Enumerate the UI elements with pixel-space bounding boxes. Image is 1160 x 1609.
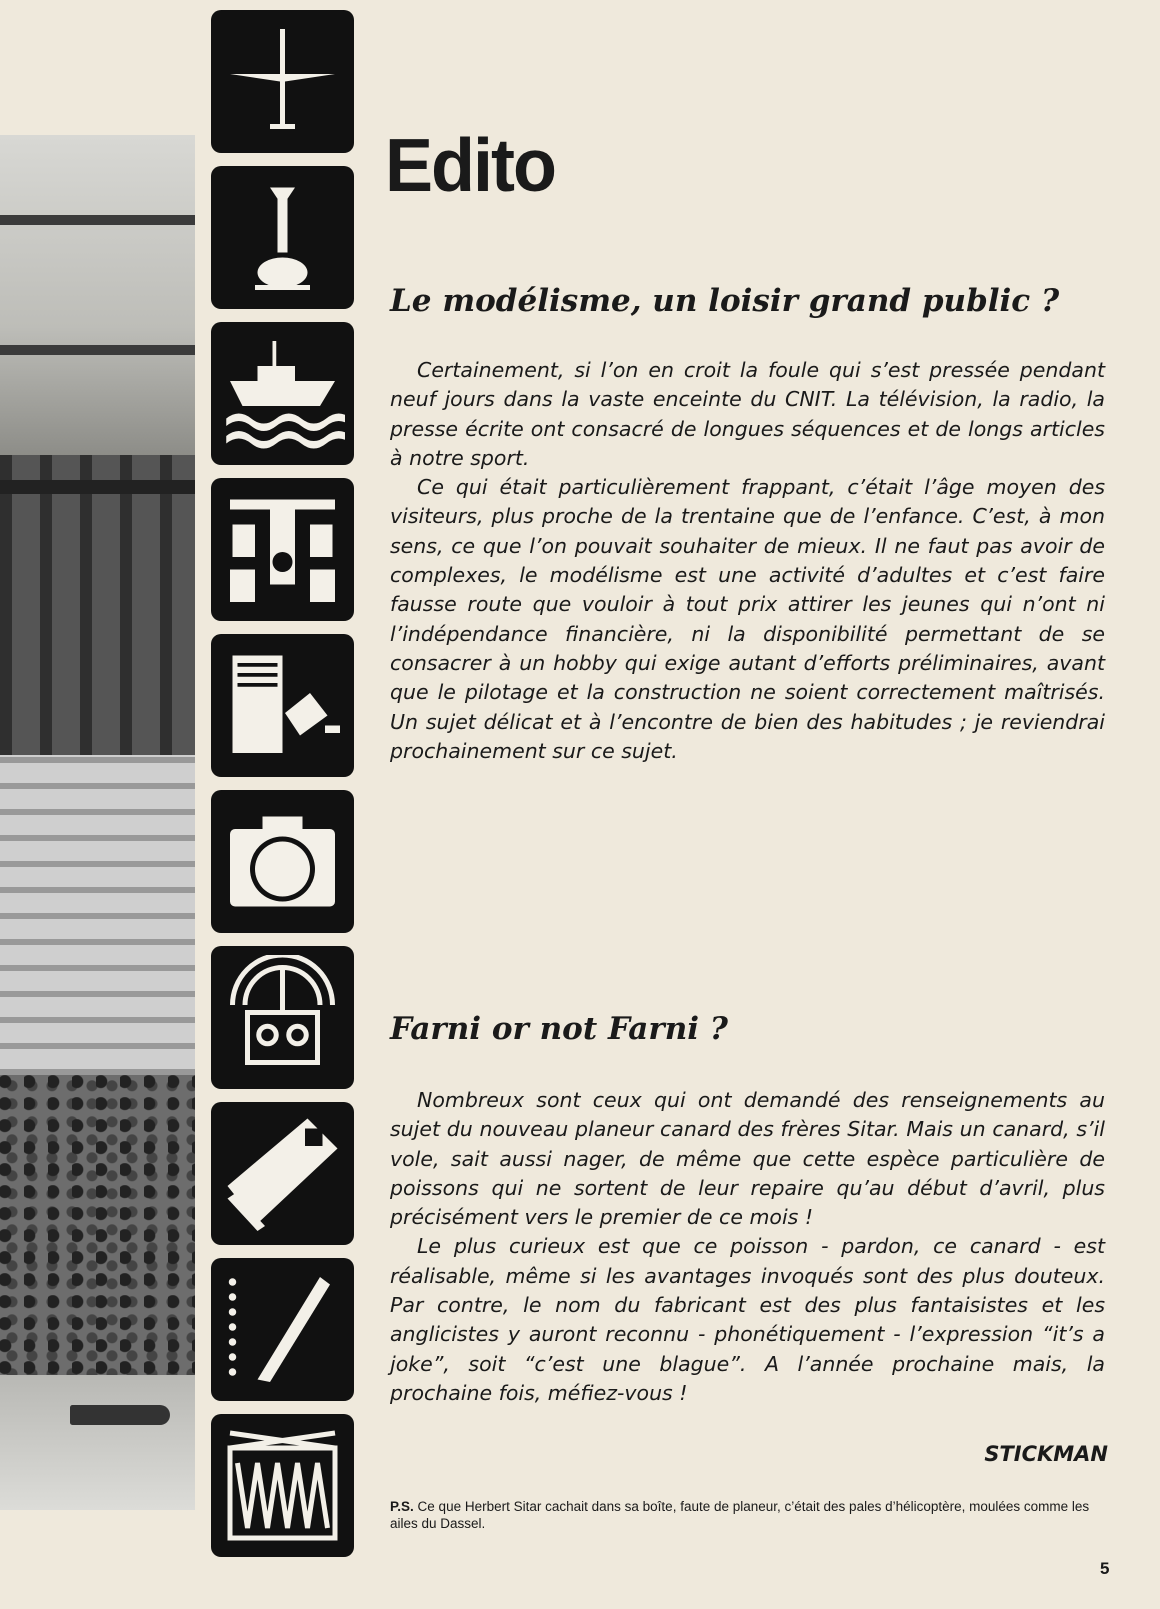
- race-car-icon: [211, 478, 354, 621]
- section-body-1: [390, 356, 1105, 766]
- exhibition-photo: [0, 135, 195, 1510]
- drum-pattern-icon: [211, 1414, 354, 1557]
- paragraph: Nombreux sont ceux qui ont demandé des renseignements au sujet du nouveau planeur canard des frères Sitar. Mais un canard, s’il vole, sait aussi nager, de même que cette espèce particulière de poissons qui ne sortent de leur repaire qu’au début d’avril, plus précisément vers le premier de ce mois !: [390, 1088, 1105, 1230]
- paragraph: Certainement, si l’on en croit la foule qui s’est pressée pendant neuf jours dans la vaste enceinte du CNIT. La télévision, la radio, la presse écrite ont consacré de longues séquences et de longs articles à notre sport.: [390, 358, 1105, 470]
- postscript-text: Ce que Herbert Sitar cachait dans sa boîte, faute de planeur, c’était des pales d’hélicoptère, moulées comme les ailes du Dassel.: [390, 1499, 1090, 1531]
- section-heading-1: Le modélisme, un loisir grand public ?: [390, 283, 1060, 319]
- balsa-sheet-icon: [211, 1102, 354, 1245]
- paragraph: Ce qui était particulièrement frappant, c’était l’âge moyen des visiteurs, plus proche de la trentaine que de l’enfance. C’est, à mon sens, ce que l’on pouvait souhaiter de mieux. Il ne faut pas avoir de complexes, le modélisme est une activité d’adultes et c’est faire fausse route que vouloir à tout prix attirer les jeunes qui n’ont ni l’indépendance financière, ni la disponibilité permettant de se consacrer à un hobby qui exige autant d’efforts préliminaires, avant que le pilotage et la construction ne soient correctement maîtrisés. Un sujet délicat et à l’encontre de bien des habitudes ; je reviendrai prochainement sur ce sujet.: [390, 475, 1105, 763]
- glider-icon: [211, 10, 354, 153]
- tool-icon: [211, 1258, 354, 1401]
- camera-icon: [211, 790, 354, 933]
- signature: STICKMAN: [984, 1442, 1108, 1466]
- section-body-2: [390, 1086, 1105, 1408]
- radio-transmitter-icon: [211, 946, 354, 1089]
- paragraph: Le plus curieux est que ce poisson - pardon, ce canard - est réalisable, même si les avantages invoqués sont des plus douteux. Par contre, le nom du fabricant est des plus fantaisistes et les anglicistes y auront reconnu - phonétiquement - l’expression “it’s a joke”, soit “c’est une blague”. A l’année prochaine mais, la prochaine fois, méfiez-vous !: [390, 1234, 1105, 1405]
- page-number: 5: [1100, 1559, 1110, 1578]
- page-title: Edito: [385, 124, 555, 208]
- icon-column: [211, 10, 354, 1570]
- postscript-label: P.S.: [390, 1499, 414, 1514]
- engine-icon: [211, 634, 354, 777]
- postscript: [390, 1498, 1115, 1532]
- section-heading-2: Farni or not Farni ?: [390, 1011, 728, 1047]
- boat-icon: [211, 322, 354, 465]
- helicopter-icon: [211, 166, 354, 309]
